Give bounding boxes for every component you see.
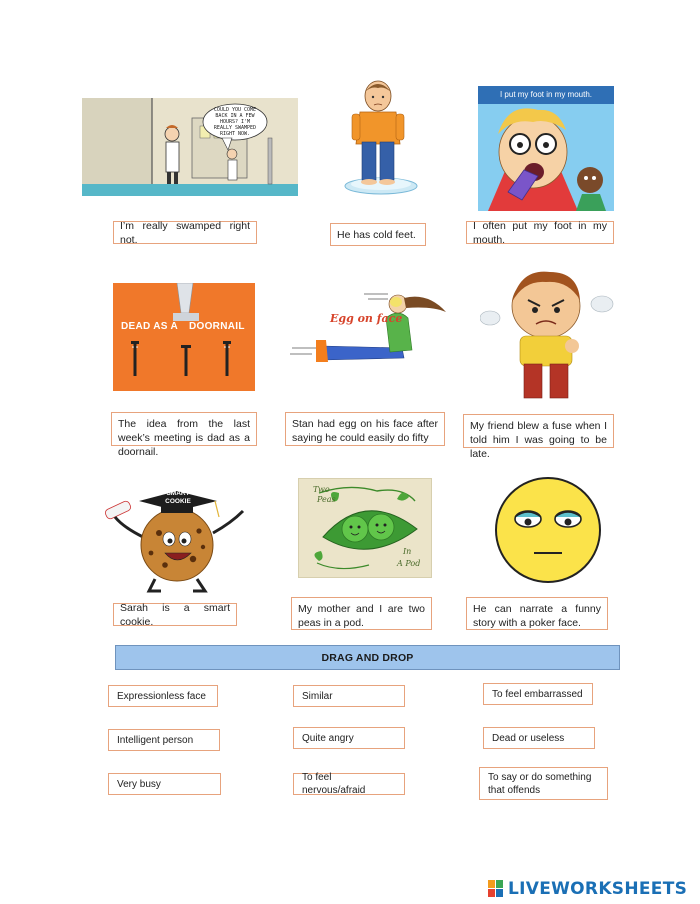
blew-fuse-picture	[480, 266, 614, 402]
sentence-box-5: Stan had egg on his face after saying he could easily do fifty	[285, 412, 445, 446]
drag-option-dead-or-useless[interactable]: Dead or useless	[483, 727, 595, 749]
poker-face-picture	[494, 475, 602, 585]
drag-and-drop-banner: DRAG AND DROP	[115, 645, 620, 670]
drag-option-intelligent-person[interactable]: Intelligent person	[108, 729, 220, 751]
doornail-text-a: DEAD AS A	[121, 321, 178, 332]
comic-speech-text: COULD YOU COME BACK IN A FEW HOURS? I'M REALLY SWAMPED RIGHT NOW.	[213, 107, 257, 137]
peas-word-1: Two	[313, 485, 330, 494]
drag-option-quite-angry[interactable]: Quite angry	[293, 727, 405, 749]
boy-foot-mouth-illustration	[478, 104, 614, 211]
peas-word-2: Peas	[317, 495, 336, 504]
sentence-box-7: Sarah is a smart cookie.	[113, 603, 237, 626]
egg-on-face-picture	[286, 288, 452, 372]
two-peas-picture	[298, 478, 432, 578]
sentence-box-2: He has cold feet.	[330, 223, 426, 246]
liveworksheets-logo-icon	[488, 880, 504, 898]
smart-cookie-picture	[103, 487, 251, 595]
expressionless-emoji-illustration	[494, 475, 602, 585]
drag-option-offend[interactable]: To say or do something that offends	[479, 767, 608, 800]
foot-in-mouth-banner: I put my foot in my mouth.	[478, 86, 614, 104]
foot-in-mouth-picture	[478, 86, 614, 211]
person-egg-face-illustration	[286, 288, 452, 372]
drag-option-very-busy[interactable]: Very busy	[108, 773, 221, 795]
drag-option-feel-nervous[interactable]: To feel nervous/afraid	[293, 773, 405, 795]
sentence-box-8: My mother and I are two peas in a pod.	[291, 597, 432, 630]
comic-picture	[82, 98, 298, 196]
egg-caption-text: Egg on face	[330, 312, 403, 325]
peas-word-3: In	[403, 547, 412, 556]
sentence-box-4: The idea from the last week’s meeting is dad as a doornail.	[111, 412, 257, 446]
angry-boy-illustration	[480, 266, 614, 402]
drag-option-expressionless-face[interactable]: Expressionless face	[108, 685, 218, 707]
cookie-hat-line1: SMART	[166, 490, 190, 497]
sentence-box-9: He can narrate a funny story with a poker face.	[466, 597, 608, 630]
sentence-box-1: I’m really swamped right not.	[113, 221, 257, 244]
doornail-text-b: DOORNAIL	[189, 321, 245, 332]
cookie-hat-line2: COOKIE	[165, 498, 191, 505]
office-comic-illustration	[82, 98, 298, 196]
liveworksheets-logo	[488, 878, 687, 900]
cold-feet-picture	[338, 78, 424, 196]
sentence-box-6: My friend blew a fuse when I told him I was going to be late.	[463, 414, 614, 448]
drag-option-similar[interactable]: Similar	[293, 685, 405, 707]
sentence-box-3: I often put my foot in my mouth.	[466, 221, 614, 244]
liveworksheets-logo-text: LIVEWORKSHEETS	[508, 879, 688, 899]
boy-on-ice-illustration	[338, 78, 424, 196]
doornail-picture	[113, 283, 255, 391]
nails-hammer-illustration	[113, 283, 255, 391]
peas-word-4: A Pod	[397, 559, 421, 568]
drag-option-to-feel-embarrassed[interactable]: To feel embarrassed	[483, 683, 593, 705]
